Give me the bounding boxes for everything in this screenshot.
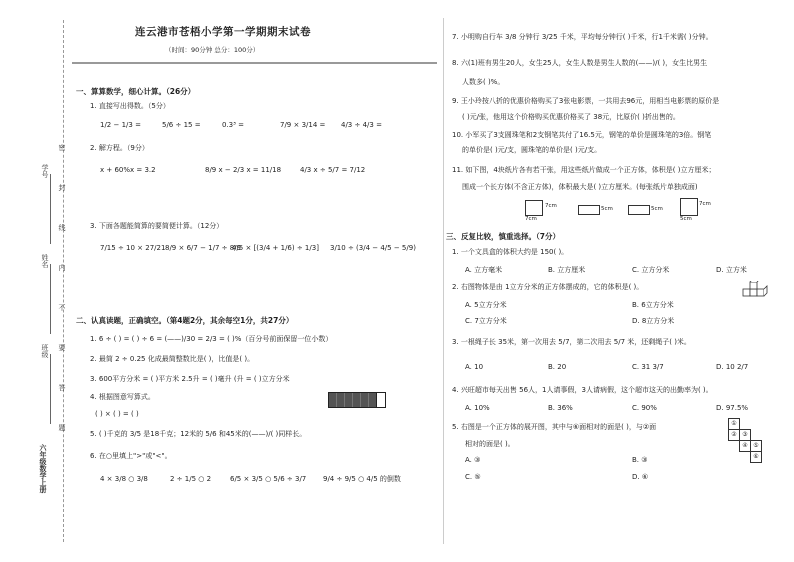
- choice-q3: 3. 一根绳子长 35米，第一次用去 5/7，第二次用去 5/7 米，还剩绳子( )米。: [452, 338, 691, 346]
- fill-q11-line1: 11. 如下图，4块纸片各有若干张，用这些纸片做成一个正方体，体积是( )立方厘米；: [452, 166, 716, 174]
- choice-q3-option: C. 31 3/7: [632, 363, 664, 371]
- fold-mark: 不: [58, 304, 66, 311]
- student-id-label: 学号: [41, 164, 49, 178]
- choice-q5-line1: 5. 右图是一个正方体的展开图，其中与⑥面相对的面是( )，与②面: [452, 423, 657, 431]
- fill-q6-item: 4 × 3/8 ○ 3/8: [100, 475, 148, 483]
- choice-q3-option: D. 10 2/7: [716, 363, 749, 371]
- net-face: ⑥: [750, 451, 762, 463]
- paper-card-height-label: 7cm: [545, 203, 557, 209]
- fill-q10-line1: 10. 小军买了3支圆珠笔和2支钢笔共付了16.5元，钢笔的单价是圆珠笔的3倍。钢笔: [452, 131, 712, 139]
- q2-item: 8/9 x − 2/3 x = 11/18: [205, 166, 282, 174]
- choice-q2-option: A. 5立方分米: [465, 301, 507, 309]
- section-2-heading: 二、认真读题，正确填空。（第4题2分，其余每空1分，共27分）: [76, 316, 294, 325]
- q2-heading: 2. 解方程。（9分）: [90, 144, 149, 152]
- q3-item: 8/9 × 6/7 − 1/7 ÷ 8/9: [165, 244, 242, 252]
- fill-q9-line2: ( )元/张，他用这个价格购买优惠价格买了 38元，比原价( )折出售的。: [462, 113, 680, 121]
- choice-q1-option: B. 立方厘米: [548, 266, 586, 274]
- student-id-line: [50, 174, 51, 244]
- choice-q5-option: D. ⑥: [632, 473, 649, 481]
- net-face: ⑤: [750, 440, 762, 452]
- fill-q8-line1: 8. 六(1)班有男生20人，女生25人，女生人数是男生人数的(——)/( )，女生比男生: [452, 59, 708, 67]
- fill-q11-line2: 围成一个长方体(不含正方体)，体积最大是( )立方厘米。(每张纸片单独成面): [462, 183, 698, 191]
- cube-stack-figure: [742, 281, 768, 299]
- q1-item: 1/2 − 1/3 =: [100, 121, 141, 129]
- fill-q2: 2. 最简 2 ÷ 0.25 化成最简整数比是( )，比值是( )。: [90, 355, 255, 363]
- q1-item: 4/3 ÷ 4/3 =: [341, 121, 382, 129]
- fill-q5: 5. ( )千克的 3/5 是18千克；12米的 5/6 和45米的(——)/( )同样长。: [90, 430, 307, 438]
- grade-subject-label: 六年级数学上册: [39, 444, 47, 493]
- fill-q4: 4. 根据图意写算式。: [90, 393, 155, 401]
- paper-card: [680, 198, 698, 216]
- net-face: ③: [739, 429, 751, 441]
- choice-q2-option: D. 8立方分米: [632, 317, 675, 325]
- choice-q1-option: D. 立方米: [716, 266, 747, 274]
- fold-mark: 内: [58, 264, 66, 271]
- choice-q4-option: C. 90%: [632, 404, 657, 412]
- choice-q5-option: C. ⑤: [465, 473, 481, 481]
- choice-q1: 1. 一个文具盒的体积大约是 150( )。: [452, 248, 569, 256]
- fill-q3: 3. 600平方分米 = ( )平方米 2.5升 = ( )毫升 (升 = ( )立方分米: [90, 375, 290, 383]
- exam-subtitle: （时间：90分钟 总分：100分）: [165, 46, 260, 54]
- choice-q4-option: B. 36%: [548, 404, 573, 412]
- choice-q5-option: A. ③: [465, 456, 481, 464]
- fill-q8-line2: 人数多( )%。: [462, 78, 505, 86]
- fill-q6-item: 6/5 × 3/5 ○ 5/6 ÷ 3/7: [230, 475, 307, 483]
- fill-q4-blank: ( ) × ( ) = ( ): [95, 410, 139, 418]
- q1-item: 7/9 × 3/14 =: [280, 121, 326, 129]
- paper-card: [578, 205, 600, 215]
- shaded-fraction-figure: [328, 392, 386, 408]
- fold-mark: 线: [58, 224, 66, 231]
- q1-item: 5/6 ÷ 15 =: [162, 121, 201, 129]
- fill-q9-line1: 9. 王小玲按八折的优惠价格购买了3张电影票，一共用去96元，用相当电影票的原价是: [452, 97, 720, 105]
- q3-item: 7/15 ÷ 10 × 27/21: [100, 244, 166, 252]
- q3-item: 3/10 ÷ (3/4 − 4/5 − 5/9): [330, 244, 416, 252]
- q2-item: 4/3 x ÷ 5/7 = 7/12: [300, 166, 366, 174]
- section-3-heading: 三、反复比较，慎重选择。（7分）: [446, 232, 560, 241]
- name-label: 姓名: [41, 254, 49, 268]
- fold-mark: 密: [58, 144, 66, 151]
- choice-q4-option: A. 10%: [465, 404, 490, 412]
- shaded-figure-blank-cell: [376, 393, 385, 407]
- fill-q6-item: 9/4 ÷ 9/5 ○ 4/5 的倒数: [323, 475, 401, 483]
- binding-strip: [30, 24, 70, 534]
- q1-item: 0.3³ =: [222, 121, 245, 129]
- fold-mark: 封: [58, 184, 66, 191]
- fill-q6-item: 2 ÷ 1/5 ○ 2: [170, 475, 212, 483]
- q3-item: 4/5 × [(3/4 + 1/6) ÷ 1/3]: [232, 244, 319, 252]
- choice-q1-option: C. 立方分米: [632, 266, 670, 274]
- header-rule: [72, 62, 437, 64]
- paper-card-width-label: 7cm: [525, 216, 537, 222]
- choice-q3-option: B. 20: [548, 363, 567, 371]
- paper-card: [525, 200, 543, 216]
- fold-mark: 要: [58, 344, 66, 351]
- paper-card-height-label: 5cm: [601, 206, 613, 212]
- paper-card-width-label: 5cm: [680, 216, 692, 222]
- class-line: [50, 354, 51, 424]
- fill-q1: 1. 6 ÷ ( ) = ( ) ÷ 6 = (——)/30 = 2/3 = ( )%（百分号前面保留一位小数）: [90, 335, 333, 343]
- paper-card: [628, 205, 650, 215]
- fill-q7: 7. 小明购自行车 3/8 分钟行 3/25 千米，平均每分钟行( )千米，行1千米需( )分钟。: [452, 33, 713, 41]
- name-line: [50, 264, 51, 334]
- choice-q4-option: D. 97.5%: [716, 404, 749, 412]
- fill-q6: 6. 在○里填上">"或"<"。: [90, 452, 172, 460]
- cube-net-figure: [728, 418, 778, 468]
- column-divider: [443, 18, 444, 544]
- q2-item: x + 60%x = 3.2: [100, 166, 156, 174]
- fold-mark: 答: [58, 384, 66, 391]
- fold-mark: 题: [58, 424, 66, 431]
- choice-q2-option: B. 6立方分米: [632, 301, 674, 309]
- net-face: ②: [728, 429, 740, 441]
- choice-q2-option: C. 7立方分米: [465, 317, 507, 325]
- section-1-heading: 一、算算数学，细心计算。（26分）: [76, 87, 196, 96]
- net-face: ①: [728, 418, 740, 430]
- class-label: 班级: [41, 344, 49, 358]
- paper-card-height-label: 5cm: [651, 206, 663, 212]
- paper-card-height-label: 7cm: [699, 201, 711, 207]
- choice-q3-option: A. 10: [465, 363, 484, 371]
- q1-heading: 1. 直接写出得数。（5分）: [90, 102, 170, 110]
- choice-q4: 4. 兴旺超市每天出售 56人，1人请事假，3人请病假，这个超市这天的出勤率为( )。: [452, 386, 713, 394]
- exam-title: 连云港市苍梧小学第一学期期末试卷: [135, 26, 311, 38]
- fill-q10-line2: 的单价是( )元/支，圆珠笔的单价是( )元/支。: [462, 146, 602, 154]
- choice-q5-line2: 相对的面是( )。: [465, 440, 515, 448]
- net-face: ④: [739, 440, 751, 452]
- choice-q1-option: A. 立方毫米: [465, 266, 503, 274]
- choice-q5-option: B. ③: [632, 456, 648, 464]
- q3-heading: 3. 下面各题能简算的要简便计算。（12分）: [90, 222, 224, 230]
- choice-q2: 2. 右图物体是由 1立方分米的正方体摆成的，它的体积是( )。: [452, 283, 644, 291]
